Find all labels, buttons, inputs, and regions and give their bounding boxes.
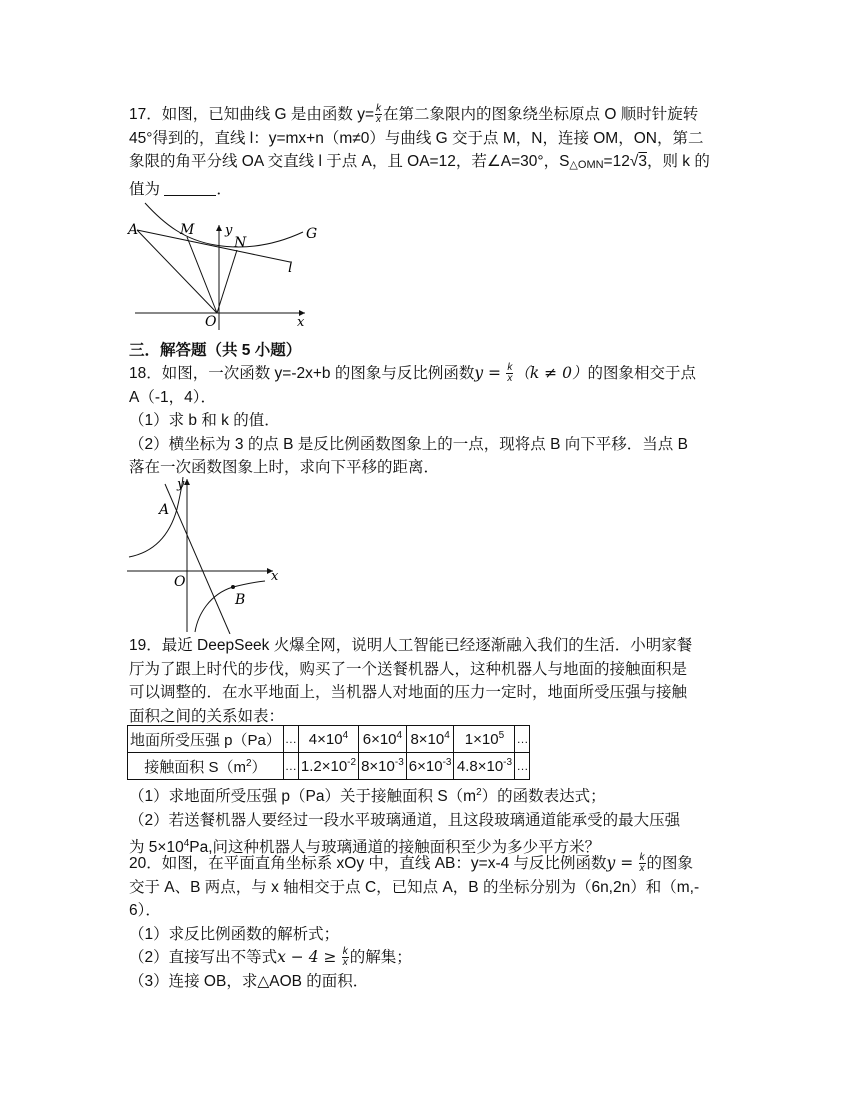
q19-line-3: 可以调整的．在水平地面上，当机器人对地面的压力一定时，地面所受压强与接触 [129,684,688,701]
table-cell: $4\times 10^4$ [298,726,358,753]
q17-line-3: 象限的角平分线 OA 交直线 l 于点 A，且 OA=12，若∠A=30°，S△OMN=12√3，则 k 的 [129,153,710,171]
q19-line-2: 厅为了跟上时代的步伐，购买了一个送餐机器人，这种机器人与地面的接触面积是 [129,660,688,678]
label-m: M [180,222,195,238]
table-cell: $6\times 10^4$ [359,726,407,753]
table-cell: $1.2\times 10^{-2}$ [298,753,358,780]
table-cell: $1\times 10^5$ [454,726,515,753]
q19-line-4: 面积之间的关系如表： [129,707,285,725]
question-20 [129,852,739,993]
table-cell: … [283,753,298,780]
label-x: x [271,569,279,584]
q18-part-2-line-2: 落在一次函数图象上时，求向下平移的距离． [129,459,440,476]
q17-line-1: 17．如图，已知曲线 G 是由函数 y= $\frac{k}{x}$ 在第二象限内的图象绕坐标原点 O 顺时针旋转 [129,103,699,126]
point-b-dot [231,585,235,589]
table-cell: $8\times 10^4$ [406,726,454,753]
label-a: A [159,502,170,518]
question-17 [129,103,739,201]
q18-line-1: 18．如图，一次函数 y=-2x+b 的图象与反比例函数y = $\frac{k}{x}$ （k ≠ 0）的图象相交于点 [129,362,696,385]
question-19-parts [129,781,739,860]
row-label-area: 接触面积 $S(m^2)$ [128,753,284,780]
q18-part-1: （1）求 b 和 k 的值． [129,412,280,429]
label-y: y [225,223,233,238]
hyperbola-branch-4 [195,581,265,632]
fraction-k-over-x: $\frac{k}{x}$ [376,103,382,126]
hyperbola-branch-2 [129,477,183,557]
q20-part-2: （2）直接写出不等式x − 4 ≥ $\frac{k}{x}$ 的解集； [129,946,412,969]
linear-function-line [165,484,230,634]
label-o: O [174,574,186,590]
q20-line-1: 20．如图，在平面直角坐标系 xOy 中，直线 AB：y=x-4 与反比例函数y = $\frac{k}{x}$ 的图象 [129,852,694,875]
label-n: N [234,235,247,251]
q17-figure [125,200,325,335]
table-cell: $6\times 10^{-3}$ [406,753,454,780]
sqrt-symbol: √ [629,153,639,170]
fraction-k-over-x: $\frac{k}{x}$ [639,852,645,875]
q20-part-3: （3）连接 OB，求△AOB 的面积． [129,972,369,990]
q17-line-2: 45°得到的，直线 l：y=mx+n（m≠0）与曲线 G 交于点 M，N，连接 OM，ON，第二 [129,129,704,147]
table-cell: $8\times 10^{-3}$ [359,753,407,780]
fraction-k-over-x: $\frac{k}{x}$ [507,362,513,385]
q20-line-3: 6）． [129,902,161,919]
table-cell: … [283,726,298,753]
q19-part-2-line-1: （2）若送餐机器人要经过一段水平玻璃通道，且这段玻璃通道能承受的最大压强 [129,811,681,829]
q19-part-1: （1）求地面所受压强 p（Pa）关于接触面积 $S(m^2)$的函数表达式； [129,787,606,805]
label-a: A [128,222,139,238]
label-o: O [205,314,217,330]
segment-om [187,237,217,313]
q20-line-2: 交于 A、B 两点，与 x 轴相交于点 C，已知点 A，B 的坐标分别为（6n,2n）和（m,- [129,878,700,896]
table-cell: … [515,726,530,753]
table-row [128,726,530,753]
label-g: G [306,226,318,242]
label-x: x [297,315,305,330]
label-l: l [288,260,293,276]
q18-part-2-line-1: （2）横坐标为 3 的点 B 是反比例函数图象上的一点，现将点 B 向下平移．当点 B [129,435,688,453]
q18-line-2: A（-1，4）． [129,388,216,406]
q19-line-1: 19．最近 DeepSeek 火爆全网，说明人工智能已经逐渐融入我们的生活．小明家餐 [129,637,693,654]
table-cell: … [515,753,530,780]
table-cell: $4.8\times 10^{-3}$ [454,753,515,780]
question-19 [129,634,739,728]
fraction-k-over-x: $\frac{k}{x}$ [342,946,348,969]
q17-line-4: 值为 ． [129,180,232,198]
row-label-pressure: 地面所受压强 p（Pa） [128,726,284,753]
line-l [137,230,290,262]
section-heading: 三．解答题（共 5 小题） [129,342,302,359]
label-b: B [235,592,246,608]
q18-figure [125,474,285,634]
label-y: y [177,477,185,492]
pressure-area-table [127,725,530,780]
table-row [128,753,530,780]
segment-on [217,250,237,313]
answer-blank [164,181,216,196]
curve-g [145,203,303,247]
q19-part-2-line-2: 为 $5\times 10^4Pa$,问这种机器人与玻璃通道的接触面积至少为多少平方米？ [129,838,601,856]
q20-part-1: （1）求反比例函数的解析式； [129,925,340,943]
question-18 [129,362,739,480]
